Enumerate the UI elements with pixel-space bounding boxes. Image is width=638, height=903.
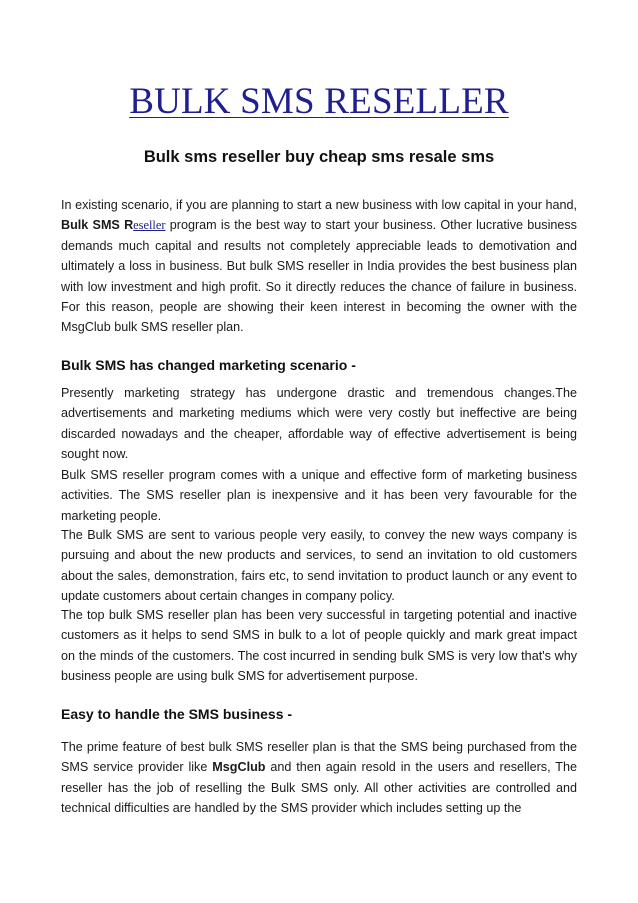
paragraph-easy: [61, 737, 577, 819]
page-subtitle: Bulk sms reseller buy cheap sms resale sms: [143, 148, 495, 166]
easy-text-2: and then again resold in the users and resellers, The reseller has the job of reselling the Bulk SMS only. All other activities are controlled and technical difficulties are handled by the SMS provider which includes setting up the: [61, 760, 578, 816]
page-title: BULK SMS RESELLER: [129, 81, 509, 122]
easy-text-1: The prime feature of best bulk SMS reseller plan is that the SMS being purchased from the SMS service provider like: [61, 740, 577, 775]
msgclub-bold: MsgClub: [212, 760, 266, 775]
intro-text-2: program is the best way to start your business. Other lucrative business demands much capital and results not completely appreciable leads to demotivation and ultimately a loss in business. But bulk SMS reseller in India provides the best business plan with low investment and high profit. So it directly reduces the chance of failure in business. For this reason, people are showing their keen interest in becoming the owner with the MsgClub bulk SMS reseller plan.: [61, 218, 577, 335]
intro-text-1: In existing scenario, if you are planning to start a new business with low capital in your hand,: [61, 198, 577, 212]
paragraph-marketing-2: Bulk SMS reseller program comes with a unique and effective form of marketing business activities. The SMS reseller plan is inexpensive and it has been very favourable for the marketing people.: [61, 468, 577, 523]
paragraph-marketing-4: The top bulk SMS reseller plan has been very successful in targeting potential and inactive customers as it helps to send SMS in bulk to a lot of people quickly and mark great impact on the minds of the customers. The cost incurred in sending bulk SMS is very low that's why business people are using bulk SMS for advertisement purpose.: [61, 608, 577, 684]
intro-bold-text: Bulk SMS R: [61, 218, 134, 233]
paragraph-marketing-3: The Bulk SMS are sent to various people very easily, to convey the new ways company is pursuing and about the new products and services, to send an invitation to old customers about the sales, demonstration, fairs etc, to send invitation to product launch or any event to update customers about certain changes in company policy.: [61, 528, 577, 604]
paragraph-marketing-1: Presently marketing strategy has undergone drastic and tremendous changes.The advertisements and marketing mediums which were very costly but ineffective are being discarded nowadays and the cheaper, affordable way of effective advertisement is being sought now.: [61, 386, 577, 462]
section-heading-marketing: Bulk SMS has changed marketing scenario -: [61, 357, 356, 373]
section-heading-easy: Easy to handle the SMS business -: [61, 706, 293, 722]
intro-paragraph: [61, 195, 577, 338]
reseller-link[interactable]: eseller: [133, 218, 166, 233]
